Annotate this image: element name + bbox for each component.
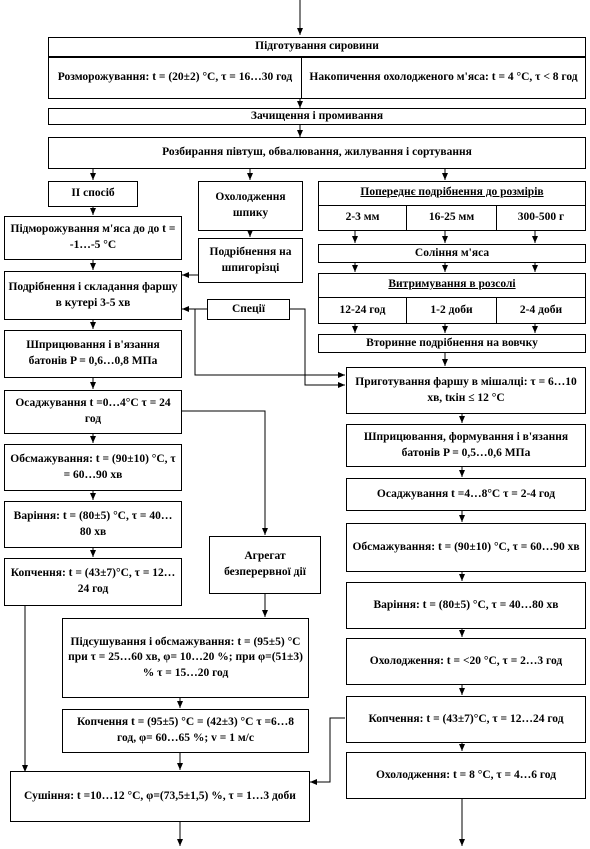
- pre-grind-size-2: 16-25 мм: [406, 205, 497, 231]
- subfreeze-box: [4, 216, 182, 260]
- settle-right-label: Осаджування t =4…8°C τ = 2-4 год: [376, 487, 556, 500]
- grind-mix-cutter-label: Подрібнення і складання фаршу в кутері 3-5 хв: [8, 280, 178, 309]
- way2-box: [48, 181, 138, 207]
- stuff-form-right-box: [346, 424, 586, 467]
- settle-left-label: Осаджування t =0…4°C τ = 24 год: [15, 397, 171, 425]
- boil-right-label: Варіння: t = (80±5) °C, τ = 40…80 хв: [373, 598, 559, 611]
- brine-title: Витримування в розсолі: [388, 278, 516, 291]
- smoke-left-label: Копчення: t = (43±7)°C, τ = 12…24 год: [10, 567, 176, 595]
- cool-store-label: Накопичення охолодженого м'яса: t = 4 °C, τ < 8 год: [309, 71, 578, 84]
- cool-final-box: [346, 752, 586, 799]
- stuff-tie-left-label: Шприцювання і в'язання батонів P = 0,6…0,8 МПа: [26, 339, 160, 367]
- grind-bacon-box: [198, 238, 303, 283]
- brine-time-1: 12-24 год: [318, 297, 407, 324]
- fry-right-label: Обсмажування: t = (90±10) °C, τ = 60…90 хв: [352, 540, 580, 553]
- stuff-form-right-label: Шприцювання, формування і в'язання батонів P = 0,5…0,6 МПа: [363, 430, 569, 459]
- cool-bacon-box: [198, 181, 303, 231]
- fry-right-box: [346, 523, 586, 572]
- mince-mixer-label: Приготування фаршу в мішалці: τ = 6…10 хв, tкін ≤ 12 °C: [355, 375, 577, 404]
- salting-label: Соління м'яса: [414, 246, 490, 259]
- pre-grind-size-3: 300-500 г: [496, 205, 586, 231]
- drying-box: [10, 771, 310, 822]
- boil-right-box: [346, 582, 586, 629]
- grind-bacon-label: Подрібнення на шпигорізці: [209, 245, 292, 274]
- defrost-label: Розморожування: t = (20±2) °C, τ = 16…30 год: [57, 71, 293, 84]
- settle-left-box: [4, 390, 182, 434]
- second-grind-label: Вторинне подрібнення на вовчку: [366, 336, 538, 349]
- smoke-left-box: [4, 558, 182, 606]
- pre-grind-size-1: 2-3 мм: [318, 205, 407, 231]
- second-grind-box: [318, 334, 586, 353]
- mince-mixer-box: [346, 367, 586, 414]
- brine-time-3: 2-4 доби: [496, 297, 586, 324]
- brine-time-2: 1-2 доби: [406, 297, 497, 324]
- clean-wash-box: [48, 108, 586, 125]
- salting-box: [318, 244, 586, 263]
- smoke-center-label: Копчення t = (95±5) °C = (42±3) °C τ =6…8 год, φ= 60…65 %; v = 1 м/с: [76, 716, 295, 744]
- cut-trim-box: [48, 137, 586, 169]
- smoke-right-label: Копчення: t = (43±7)°C, τ = 12…24 год: [368, 712, 564, 725]
- cut-trim-label: Розбирання півтуш, обвалювання, жилування і сортування: [162, 146, 472, 159]
- smoke-center-box: [62, 709, 309, 753]
- boil-left-label: Варіння: t = (80±5) °C, τ = 40…80 хв: [13, 509, 173, 538]
- fry-left-label: Обсмажування: t = (90±10) °C, τ = 60…90 хв: [10, 452, 176, 481]
- pre-grind-title: Попереднє подрібнення до розмірів: [360, 186, 544, 199]
- stuff-tie-left-box: [4, 330, 182, 378]
- boil-left-box: [4, 501, 182, 548]
- way2-label: II спосіб: [71, 187, 115, 200]
- grind-mix-cutter-box: [4, 271, 182, 320]
- aggregate-box: [209, 536, 321, 594]
- defrost-box: [48, 57, 302, 99]
- fry-left-box: [4, 444, 182, 491]
- aggregate-label: Агрегат безперервної дії: [224, 550, 306, 578]
- clean-wash-label: Зачищення і промивання: [250, 109, 384, 122]
- cool-right-box: [346, 638, 586, 685]
- subfreeze-label: Підморожування м'яса до до t = -1…-5 °C: [10, 223, 176, 251]
- prep-title: Підготування сировини: [255, 40, 379, 53]
- smoke-right-box: [346, 696, 586, 743]
- cool-store-box: [301, 57, 586, 99]
- cool-right-label: Охолодження: t = <20 °C, τ = 2…3 год: [369, 654, 563, 667]
- spices-label: Спеції: [231, 302, 266, 315]
- prep-title-box: [48, 37, 586, 57]
- dry-fry-box: [62, 618, 309, 698]
- cool-final-label: Охолодження: t = 8 °C, τ = 4…6 год: [375, 768, 557, 781]
- dry-fry-label: Підсушування і обсмажування: t = (95±5) °C при τ = 25…60 хв, φ= 10…20 %; при φ=(51±3) % τ = 15…20 год: [68, 635, 303, 679]
- spices-box: [207, 299, 290, 320]
- drying-label: Сушіння: t =10…12 °C, φ=(73,5±1,5) %, τ = 1…3 доби: [24, 789, 296, 802]
- cool-bacon-label: Охолодження шпику: [215, 191, 286, 219]
- settle-right-box: [346, 478, 586, 511]
